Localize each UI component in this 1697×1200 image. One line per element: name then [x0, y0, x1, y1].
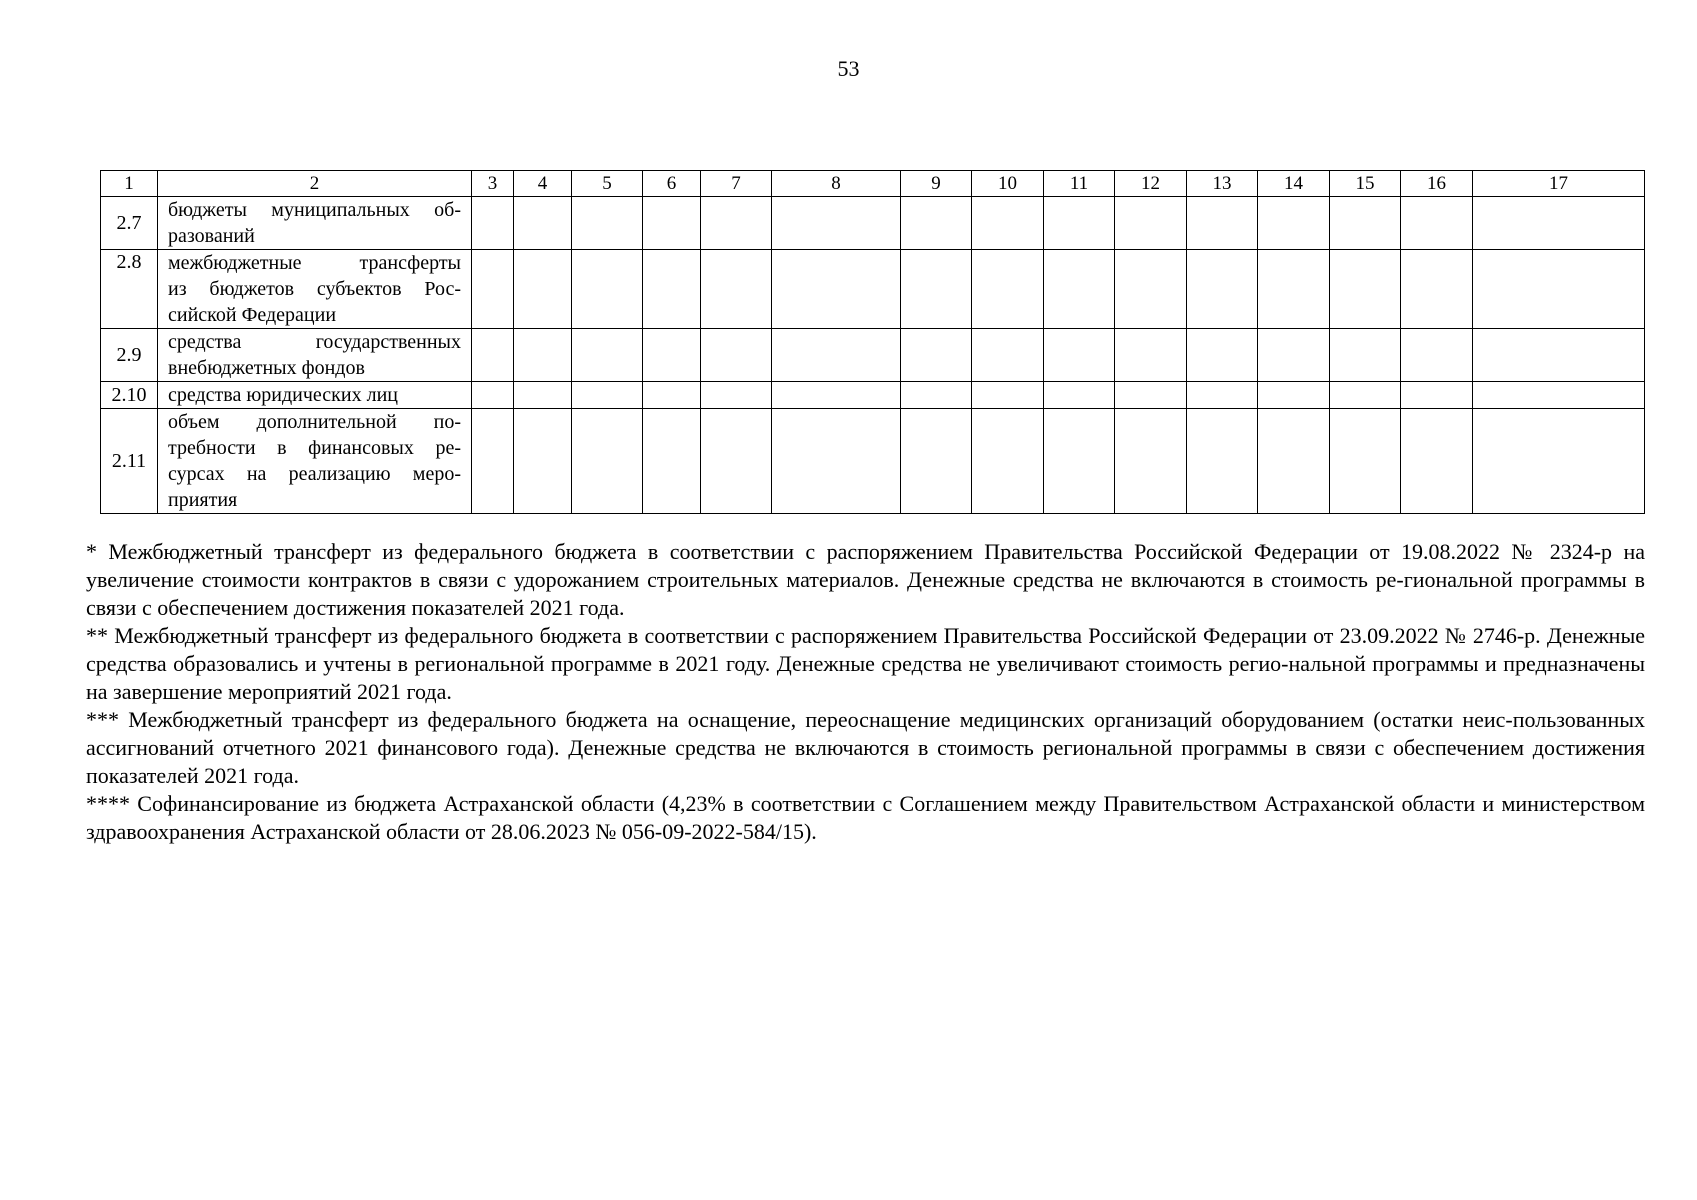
table-row — [101, 382, 1645, 409]
description-line: объем дополнительной по- — [168, 411, 461, 433]
description-line: межбюджетные трансферты — [168, 252, 461, 274]
row-number: 2.8 — [101, 250, 158, 329]
footnote-4: **** Софинансирование из бюджета Астраханской области (4,23% в соответствии с Соглашением между Правительством Астраханской области и министерством здравоохранения Астраханской области от 28.06.2023 № 056-09-2022-584/15). — [86, 791, 1645, 844]
column-header: 9 — [901, 171, 972, 197]
column-header: 5 — [572, 171, 643, 197]
row-number: 2.10 — [101, 382, 158, 409]
table-header-row — [101, 171, 1645, 197]
footnote-1: * Межбюджетный трансферт из федерального бюджета в соответствии с распоряжением Правительства Российской Федерации от 19.08.2022 № 2324-р на увеличение стоимости контрактов в связи с удорожанием строительных материалов. Денежные средства не включаются в стоимость ре-гиональной программы в связи с обеспечением достижения показателей 2021 года. — [86, 539, 1645, 620]
table-row — [101, 409, 1645, 514]
column-header: 11 — [1044, 171, 1115, 197]
row-description — [158, 197, 472, 250]
description-line: сурсах на реализацию меро- — [168, 463, 461, 485]
table-row — [101, 197, 1645, 250]
column-header: 1 — [101, 171, 158, 197]
row-description — [158, 329, 472, 382]
description-line: разований — [168, 225, 255, 247]
footnote-3: *** Межбюджетный трансферт из федерального бюджета на оснащение, переоснащение медицинских организаций оборудованием (остатки неис-пользованных ассигнований отчетного 2021 финансового года). Денежные средства не включаются в стоимость региональной программы в связи с обеспечением достижения показателей 2021 года. — [86, 707, 1645, 788]
funding-table — [100, 170, 1645, 514]
column-header: 10 — [972, 171, 1044, 197]
column-header: 15 — [1330, 171, 1401, 197]
row-description — [158, 250, 472, 329]
footnote-2: ** Межбюджетный трансферт из федерального бюджета в соответствии с распоряжением Правительства Российской Федерации от 23.09.2022 № 2746-р. Денежные средства образовались и учтены в региональной программе в 2021 году. Денежные средства не увеличивают стоимость регио-нальной программы и предназначены на завершение мероприятий 2021 года. — [86, 623, 1645, 704]
column-header: 13 — [1187, 171, 1258, 197]
row-description — [158, 409, 472, 514]
column-header: 7 — [701, 171, 772, 197]
description-line: сийской Федерации — [168, 304, 337, 326]
table-row — [101, 250, 1645, 329]
description-line: приятия — [168, 489, 238, 511]
column-header: 3 — [472, 171, 514, 197]
row-number: 2.11 — [101, 409, 158, 514]
description-line: бюджеты муниципальных об- — [168, 199, 461, 221]
row-number: 2.9 — [101, 329, 158, 382]
column-header: 17 — [1473, 171, 1645, 197]
column-header: 8 — [772, 171, 901, 197]
table-row — [101, 329, 1645, 382]
column-header: 2 — [158, 171, 472, 197]
column-header: 6 — [643, 171, 701, 197]
column-header: 16 — [1401, 171, 1473, 197]
description-line: внебюджетных фондов — [168, 357, 365, 379]
page-number: 53 — [837, 56, 860, 81]
description-line: требности в финансовых ре- — [168, 437, 461, 459]
column-header: 12 — [1115, 171, 1187, 197]
column-header: 4 — [514, 171, 572, 197]
footnotes — [86, 538, 1645, 846]
description-line: из бюджетов субъектов Рос- — [168, 278, 461, 300]
row-number: 2.7 — [101, 197, 158, 250]
description-line: средства юридических лиц — [168, 384, 398, 406]
column-header: 14 — [1258, 171, 1330, 197]
row-description — [158, 382, 472, 409]
description-line: средства государственных — [168, 331, 461, 353]
